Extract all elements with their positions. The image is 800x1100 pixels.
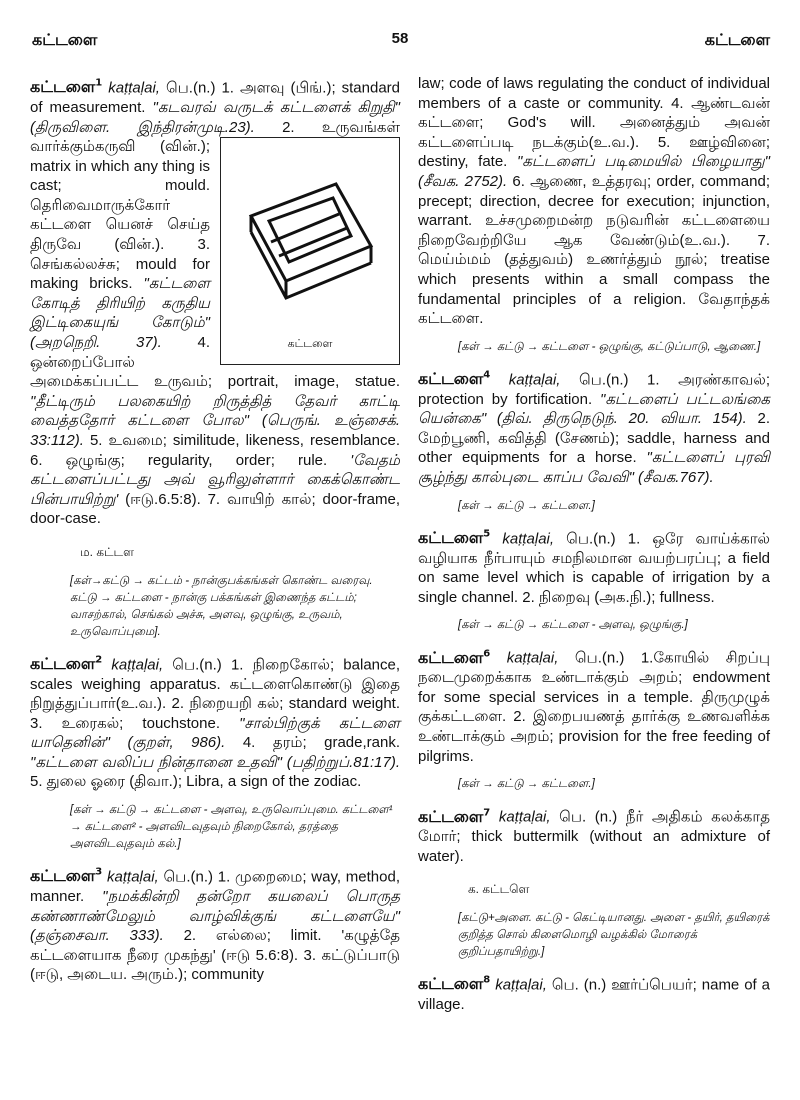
entry-3-continued-text — [418, 74, 770, 329]
definition-text: பெ. (n.) ஊர்ப்பெயர்; name of a village. — [418, 976, 771, 1013]
definition-text: பெ.(n.) 1. ஒரே வாய்க்கால் வழியாக நீர்பாயும் சமநிலமான வயற்பரப்பு; a field on same level which is capable of irrigation by a single channel. 2. நிறைவு (அக.நி.); fullness. — [418, 529, 770, 606]
entry-8 — [418, 971, 770, 1015]
definition-text: 4. தரம்; grade,rank. — [225, 734, 400, 752]
etymology-note: [கள்→கட்டு → கட்டம் - நான்குபக்கங்கள் கொண்ட வரைவு. கட்டு → கட்டளை - நான்கு பக்கங்கள் இணைந்த கட்டம்; வாசற்கால், செங்கல் அச்சு, அளவு, ஒழுங்கு, உருவம், உருவொப்புமை]. — [70, 574, 373, 638]
header-guide-word-right: கட்டளை — [704, 30, 770, 49]
definition-text: பெ.(n.) 1. அரண்காவல்; protection by fortification. — [418, 371, 770, 408]
entry-3 — [30, 863, 400, 985]
right-column — [418, 74, 770, 1020]
illustration-caption: கட்டளை — [287, 337, 333, 350]
citation-quote: "கட்டளைப் புரவி சூழ்ந்து கால்புடை காப்ப வேவி" (சீவக.767). — [418, 449, 770, 487]
header-guide-word-left: கட்டளை — [32, 30, 98, 49]
left-column — [30, 74, 400, 991]
transliteration: kaṭṭaḷai, — [495, 976, 547, 994]
etymology-note: [கள் → கட்டு → கட்டளை - அளவு, ஒழுங்கு.] — [458, 619, 688, 632]
etymology-note: [கள் → கட்டு → கட்டளை - அளவு, உருவொப்புமை. கட்டளை¹ → கட்டளை² - அளவிடவுதவும் நிறைகோல், தரத்தை அளவிடவுதவும் கல்.] — [70, 804, 393, 851]
entry-4-text — [418, 366, 770, 488]
headword: கட்டளை$^7$ — [418, 806, 491, 826]
definition-text: 5. துலை ஓரை (திவா.); Libra, a sign of the zodiac. — [30, 773, 362, 791]
citation-quote: "தீட்டிரும் பலகையிற் றிருத்தித் தேவர் காட்டி வைத்ததோர் கட்டளை போல" (பெருங். உஞ்சைக். 33:112). — [30, 392, 400, 450]
definition-text: 2. மேற்பூணி, கவித்தி (சேணம்); saddle, harness and other equipments for a horse. — [418, 410, 770, 467]
citation-quote: "கடவரவ் வருடக் கட்டளைக் கிறுதி" (திருவிளை. இந்திரன்முடி.23). — [30, 98, 401, 136]
transliteration: kaṭṭaḷai, — [506, 649, 559, 667]
illustration-brick-mould — [220, 137, 400, 365]
entry-7 — [418, 803, 770, 961]
entry-6 — [418, 644, 770, 793]
citation-quote: "கட்டளை வலிப்ப நின்தானை உதவி" (பதிற்றுப்.81:17). — [30, 753, 400, 771]
definition-text: பெ.(n.) 1. அளவு (பிங்.); standard of measurement. — [30, 79, 401, 116]
etymology-note: [கள் → கட்டு → கட்டளை.] — [458, 499, 595, 512]
headword: கட்டளை$^2$ — [30, 653, 103, 673]
definition-text: 4. ஒன்றைப்போல் அமைக்கப்பட்ட உருவம்; portrait, image, statue. — [30, 334, 400, 391]
etymology-note: [கட்டு+அளை. கட்டு - கெட்டியானது. அளை - தயிர், தயிரைக் குறித்த சொல் கிளைமொழி வழக்கில் மோரைக் குறிப்பதாயிற்று.] — [458, 911, 770, 958]
transliteration: kaṭṭaḷai, — [498, 808, 551, 826]
definition-text: பெ.(n.) 1. முறைமை; way, method, manner. — [30, 868, 401, 905]
entry-1 — [30, 74, 400, 641]
definition-text: law; code of laws regulating the conduct of individual members of a caste or community. 4. ஆண்டவன் கட்டளை; God's will. அனைத்தும் அவன் கட்டளைப்படி நடக்கும்(உ.வ.). 5. ஊழ்வினை; destiny, fate. — [418, 75, 770, 171]
cognate-note: க. கட்டளெ — [468, 882, 530, 897]
transliteration: kaṭṭaḷai, — [108, 79, 160, 97]
entry-4 — [418, 366, 770, 515]
entry-6-text — [418, 644, 770, 766]
citation-quote: "கட்டளைப் படிமையில் பிழையாது" (சீவக. 2752). — [418, 153, 771, 190]
etymology-note: [கள் → கட்டு → கட்டளை - ஒழுங்கு, கட்டுப்பாடு, ஆணை.] — [458, 340, 761, 353]
brick-mould-drawing — [241, 176, 381, 306]
entry-7-text — [418, 803, 770, 866]
entry-1-text — [30, 74, 400, 529]
headword: கட்டளை$^3$ — [30, 866, 103, 886]
citation-quote: "கட்டளைப் பட்டலங்கை யென்கை" (திவ். திருநெடுந். 20. வியா. 154). — [418, 390, 770, 428]
definition-text: 6. ஆணை, உத்தரவு; order, command; precept; direction, decree for execution; injunction, warrant. உச்சமுறைமன்ற நடுவரின் கட்டளையை நிறைவேற்றியே ஆக வேண்டும்(உ.வ.). 7. மெய்ம்மம் (தத்துவம்) உணர்த்தும் நூல்; treatise which presents within a small compass the fundamental principles of a religion. வேதாந்தக் கட்டளை. — [418, 172, 770, 328]
cognate-note: ம. கட்டள — [80, 544, 134, 559]
entry-2 — [30, 651, 400, 853]
citation-quote: "சால்பிற்குக் கட்டளை யாதெனின்" (குறள், 986). — [30, 714, 401, 752]
definition-text: 2. உருவங்கள் வார்க்கும்கருவி (வின்.); matrix in which any thing is cast; mould. தெரிவைமாருக்கோர் கட்டளை யெனச் செய்த திருவே (வின்.). 3. செங்கல்லச்சு; mould for making bricks. — [30, 118, 400, 293]
definition-text: பெ. (n.) நீர் அதிகம் கலக்காத மோர்; thick buttermilk (without an admixture of water). — [418, 808, 770, 865]
citation-quote: 'வேதம் கட்டளைப்பட்டது அவ் வூரிலுள்ளார் கைக்கொண்ட பின்பாயிற்று' — [30, 451, 400, 508]
transliteration: kaṭṭaḷai, — [508, 371, 561, 389]
definition-text: பெ.(n.) 1. நிறைகோல்; balance, scales weighing apparatus. கட்டளைகொண்டு இதை நிறுத்துப்பார்(உ.வ.). 2. நிறையறி கல்; standard weight. 3. உரைகல்; touchstone. — [30, 655, 401, 732]
citation-quote: "நமக்கின்றி தன்றோ கயலைப் பொருத கண்ணாண்மேலும் வாழ்விக்குங் கட்டளையே" (தஞ்சைவா. 333). — [30, 887, 400, 945]
entry-3-text — [30, 863, 400, 985]
entry-2-text — [30, 651, 400, 792]
definition-text: 2. எல்லை; limit. 'கழுத்தே கட்டளையாக நீரை முகந்து' (ஈடு 5.6:8). 3. கட்டுப்பாடு (ஈடு, அடைய. அரும்.); community — [30, 927, 400, 984]
definition-text: 5. உவமை; similitude, likeness, resemblance. 6. ஒழுங்கு; regularity, order; rule. — [30, 432, 400, 469]
headword: கட்டளை$^5$ — [418, 527, 491, 547]
definition-text: (ஈடு.6.5:8). 7. வாயிற் கால்; door-frame, door-case. — [30, 490, 400, 528]
transliteration: kaṭṭaḷai, — [107, 868, 159, 886]
entry-5-text — [418, 525, 770, 608]
citation-quote: "கட்டளை கோடித் திரியிற் கருதிய இட்டிகையுங் கோடும்" (அறநெறி. 37). — [30, 275, 210, 352]
headword: கட்டளை$^1$ — [30, 77, 103, 97]
entry-3-continued — [418, 74, 770, 356]
definition-text: பெ.(n.) 1.கோயில் சிறப்பு நடைமுறைக்காக உண்டாக்கும் அறம்; endowment for some special services in a temple. திருமுழுக் குக்கட்டளை. 2. இறைபயணத் தார்க்கு உணவளிக்க உண்டாக்கும் அறம்; provision for the free feeding of pilgrims. — [418, 649, 770, 765]
transliteration: kaṭṭaḷai, — [502, 529, 555, 547]
page-number: 58 — [391, 30, 409, 47]
etymology-note: [கள் → கட்டு → கட்டளை.] — [458, 778, 595, 791]
entry-5 — [418, 525, 770, 635]
headword: கட்டளை$^4$ — [418, 369, 491, 389]
headword: கட்டளை$^8$ — [418, 974, 491, 994]
transliteration: kaṭṭaḷai, — [111, 655, 164, 673]
headword: கட்டளை$^6$ — [418, 647, 491, 667]
entry-8-text — [418, 971, 770, 1015]
